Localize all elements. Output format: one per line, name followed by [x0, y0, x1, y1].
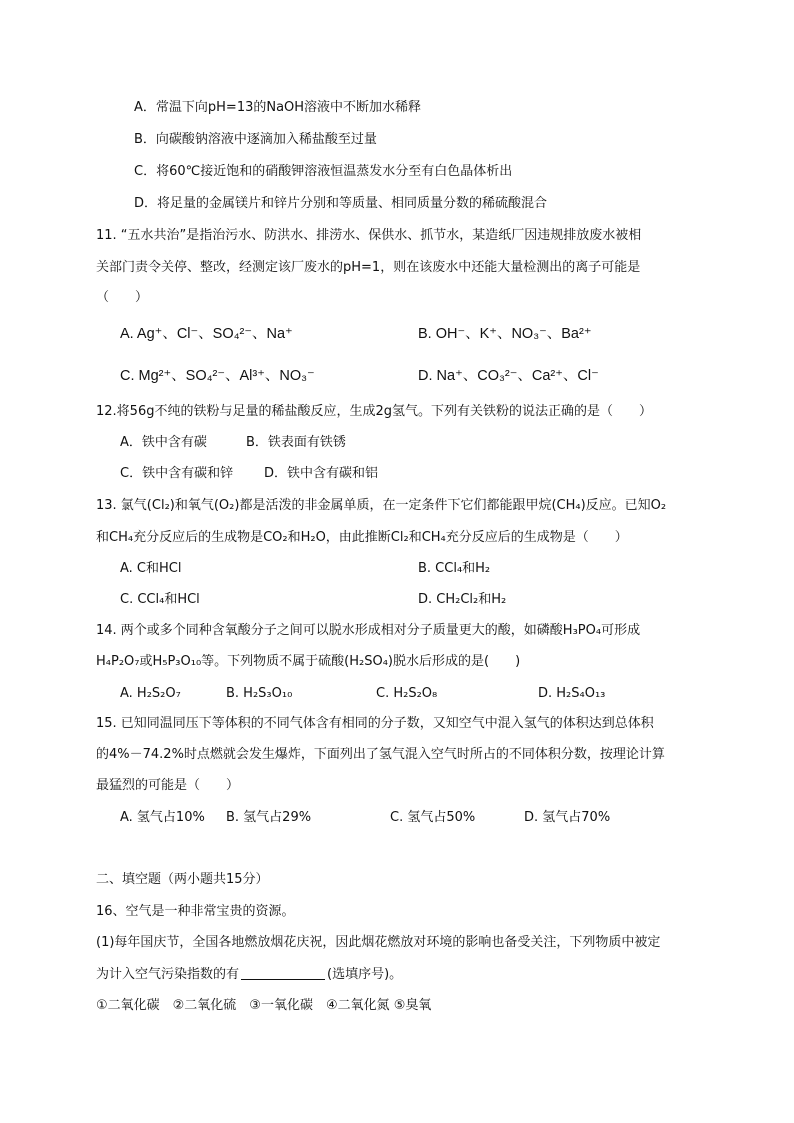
q11-option-b: B. OH⁻、K⁺、NO₃⁻、Ba²⁺ [418, 326, 592, 342]
q13-option-c: C. CCl₄和HCl [120, 592, 200, 607]
q15-option-a: A. 氢气占10% [120, 810, 205, 825]
q16-part1-prefix: 为计入空气污染指数的有 [96, 967, 240, 982]
q15-option-b: B. 氢气占29% [226, 810, 312, 825]
q14-option-d: D. H₂S₄O₁₃ [538, 686, 606, 701]
q16-part1-suffix: (选填序号)。 [327, 967, 403, 982]
q14-stem-line2: H₄P₂O₇或H₅P₃O₁₀等。下列物质不属于硫酸(H₂SO₄)脱水后形成的是( ) [96, 654, 521, 669]
q16-part1-line1: (1)每年国庆节，全国各地燃放烟花庆祝，因此烟花燃放对环境的影响也备受关注，下列物质中被定 [96, 935, 661, 950]
q14-stem-line1: 14. 两个或多个同种含氧酸分子之间可以脱水形成相对分子质量更大的酸，如磷酸H₃PO₄可形成 [96, 623, 641, 638]
q13-stem-line2: 和CH₄充分反应后的生成物是CO₂和H₂O，由此推断Cl₂和CH₄充分反应后的生成物是（ ） [96, 530, 628, 545]
q13-option-b: B. CCl₄和H₂ [418, 561, 491, 576]
q13-option-a: A. C和HCl [120, 561, 182, 576]
answer-blank[interactable] [241, 965, 325, 980]
q14-option-a: A. H₂S₂O₇ [120, 686, 181, 701]
q11-option-d: D. Na⁺、CO₃²⁻、Ca²⁺、Cl⁻ [418, 368, 599, 384]
q11-stem-line2: 关部门责令关停、整改，经测定该厂废水的pH=1，则在该废水中还能大量检测出的离子可能是 [96, 260, 641, 275]
q12-stem: 12.将56g不纯的铁粉与足量的稀盐酸反应，生成2g氢气。下列有关铁粉的说法正确的是（ ） [96, 404, 652, 419]
q16-part1-line2 [96, 965, 402, 985]
section-2-title: 二、填空题（两小题共15分） [96, 872, 269, 887]
q12-option-d: D．铁中含有碳和铝 [264, 466, 379, 481]
q12-option-c: C．铁中含有碳和锌 [120, 466, 234, 481]
q10-option-a: A．常温下向pH=13的NaOH溶液中不断加水稀释 [134, 100, 422, 115]
q12-option-a: A．铁中含有碳 [120, 435, 207, 450]
q13-stem-line1: 13. 氯气(Cl₂)和氧气(O₂)都是活泼的非金属单质，在一定条件下它们都能跟甲烷(CH₄)反应。已知O₂ [96, 498, 667, 513]
q15-option-c: C. 氢气占50% [390, 810, 476, 825]
q14-option-b: B. H₂S₃O₁₀ [226, 686, 293, 701]
q11-stem-line1: 11. “五水共治”是指治污水、防洪水、排涝水、保供水、抓节水，某造纸厂因违规排放废水被相 [96, 228, 642, 243]
q13-option-d: D. CH₂Cl₂和H₂ [418, 592, 507, 607]
q16-choices: ①二氧化碳 ②二氧化硫 ③一氧化碳 ④二氧化氮 ⑤臭氧 [96, 998, 432, 1013]
q11-stem-line3: （ ） [96, 290, 149, 305]
q14-option-c: C. H₂S₂O₈ [376, 686, 438, 701]
q16-stem: 16、空气是一种非常宝贵的资源。 [96, 904, 295, 919]
q10-option-c: C．将60℃接近饱和的硝酸钾溶液恒温蒸发水分至有白色晶体析出 [134, 164, 513, 179]
q11-option-a: A. Ag⁺、Cl⁻、SO₄²⁻、Na⁺ [120, 326, 293, 342]
q12-option-b: B．铁表面有铁锈 [246, 435, 346, 450]
q11-option-c: C. Mg²⁺、SO₄²⁻、Al³⁺、NO₃⁻ [120, 368, 315, 384]
q10-option-d: D．将足量的金属镁片和锌片分别和等质量、相同质量分数的稀硫酸混合 [134, 196, 548, 211]
q15-option-d: D. 氢气占70% [524, 810, 611, 825]
q15-stem-line1: 15. 已知同温同压下等体积的不同气体含有相同的分子数，又知空气中混入氢气的体积达到总体积 [96, 716, 654, 731]
q15-stem-line2: 的4%－74.2%时点燃就会发生爆炸，下面列出了氢气混入空气时所占的不同体积分数，按理论计算 [96, 747, 665, 762]
q15-stem-line3: 最猛烈的可能是（ ） [96, 778, 240, 793]
q10-option-b: B．向碳酸钠溶液中逐滴加入稀盐酸至过量 [134, 132, 377, 147]
